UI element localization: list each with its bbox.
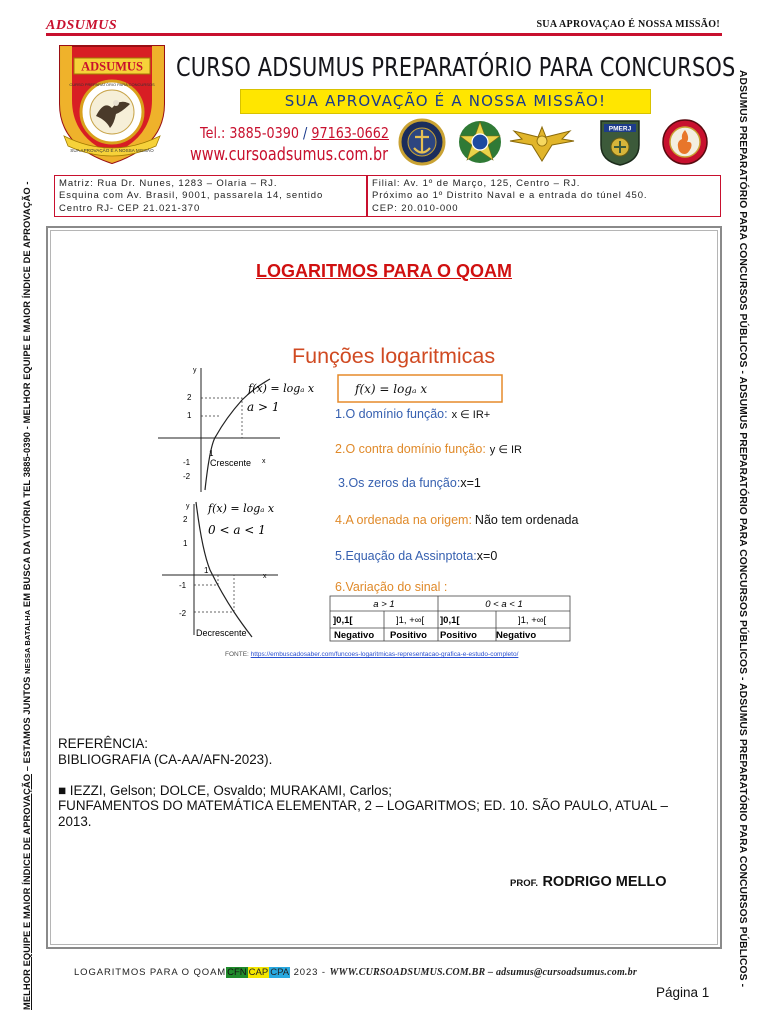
property-1-value: x ∈ IR+	[451, 409, 491, 421]
log-functions-figure	[150, 332, 612, 655]
figure-heading: Funções logaritmicas	[292, 344, 496, 368]
property-4-value: Não tem ordenada	[474, 513, 579, 527]
slogan-banner: SUA APROVAÇÃO É A NOSSA MISSÃO!	[240, 89, 651, 114]
table-interval-3: ]0,1[	[440, 615, 460, 626]
table-interval-2: ]1, +∞[	[396, 615, 425, 626]
phone-line	[200, 124, 389, 142]
property-2-num: 2.	[335, 442, 346, 456]
footer-website[interactable]: WWW.CURSOADSUMUS.COM.BR	[329, 967, 486, 978]
website-link[interactable]: www.cursoadsumus.com.br	[190, 144, 389, 165]
footer-cfn-tag: CFN	[227, 967, 247, 978]
emblem-brand-text: ADSUMUS	[81, 59, 143, 74]
g2-condition: 0 < a < 1	[208, 523, 266, 537]
right-side-banner: ADSUMUS PREPARATÓRIO PARA CONCURSOS PÚBLICOS - ADSUMUS PREPARATÓRIO PARA CONCURSOS PÚBLICOS - ADSUMUS PREPARATÓRIO PARA CONCURSOS PÚBLICOS -	[737, 70, 748, 988]
g2-x-label: x	[263, 573, 267, 580]
property-1-num: 1.	[335, 407, 346, 421]
formula-box-text: f(x) = logₐ x	[355, 382, 428, 396]
footer-cpa-tag: CPA	[270, 967, 290, 978]
g2-y-label: y	[186, 503, 190, 510]
ref-line-3	[58, 767, 668, 783]
filial-line-3: CEP: 20.010-000	[372, 202, 459, 214]
left-banner-part-b: – ESTAMOS JUNTOS	[22, 673, 32, 774]
g1-condition: a > 1	[247, 400, 280, 414]
g1-x-label: x	[262, 458, 266, 465]
document-title: LOGARITMOS PARA O QOAM	[256, 261, 512, 281]
left-banner-part-a: MELHOR EQUIPE E MAIOR ÍNDICE DE APROVAÇÃO	[22, 773, 32, 1010]
property-6-num: 6.	[335, 580, 346, 594]
property-2-label: O contra domínio função:	[345, 442, 486, 456]
army-insignia-icon	[455, 117, 505, 167]
filial-line-2: Próximo ao 1º Distrito Naval e a entrada do túnel 450.	[372, 190, 648, 202]
school-title: CURSO ADSUMUS PREPARATÓRIO PARA CONCURSOS	[176, 53, 736, 83]
graph-increasing	[158, 367, 315, 492]
g1-ytick-m2: -2	[183, 472, 191, 481]
table-interval-1: ]0,1[	[333, 615, 353, 626]
footer-cap-tag: CAP	[248, 967, 269, 978]
g1-ytick-m1: -1	[183, 458, 191, 467]
author-signature	[510, 873, 667, 891]
pmerj-text: PMERJ	[608, 125, 632, 133]
firefighter-insignia-icon	[660, 117, 710, 167]
g2-formula: f(x) = logₐ x	[208, 502, 275, 515]
property-2-value: y ∈ IR	[489, 444, 522, 456]
figure-source	[225, 651, 518, 658]
sign-variation-table	[330, 596, 570, 641]
tel-label: Tel.:	[200, 124, 226, 142]
property-5-value: x=0	[476, 549, 498, 563]
tel-number: 3885-0390	[229, 124, 299, 142]
footer-email[interactable]: adsumus@cursoadsumus.com.br	[495, 967, 637, 978]
g1-xtick-1: 1	[209, 449, 214, 458]
fonte-label: FONTE:	[225, 651, 249, 658]
property-1-label: O domínio função:	[345, 407, 448, 421]
filial-line-1: Filial: Av. 1º de Março, 125, Centro – RJ.	[372, 178, 581, 189]
property-4-num: 4.	[335, 513, 346, 527]
table-sign-3: Positivo	[440, 630, 477, 641]
g1-caption: Crescente	[210, 458, 252, 468]
fonte-link[interactable]: https://embuscadosaber.com/funcoes-logaritmicas-representacao-grafica-e-estudo-completo/	[250, 651, 519, 658]
address-matriz-box	[54, 175, 367, 217]
table-sign-1: Negativo	[334, 630, 375, 641]
references-block	[58, 736, 668, 829]
g2-caption: Decrescente	[196, 628, 247, 638]
g2-ytick-1: 1	[183, 539, 188, 548]
left-side-banner	[22, 10, 32, 1010]
property-5-label: Equação da Assinptota:	[345, 549, 477, 563]
address-filial-box	[367, 175, 721, 217]
author-name: RODRIGO MELLO	[542, 874, 667, 890]
top-brand-logo: ADSUMUS	[46, 18, 118, 33]
graph-decreasing	[162, 502, 278, 638]
emblem-ring-text: CURSO PREPARATÓRIO PARA CONCURSOS	[69, 82, 155, 87]
property-6-label: Variação do sinal :	[345, 580, 448, 594]
property-4-label: A ordenada na origem:	[345, 513, 472, 527]
table-header-1: a > 1	[373, 599, 395, 610]
ref-line-6: 2013.	[58, 813, 92, 829]
g2-ytick-2: 2	[183, 515, 188, 524]
top-slogan: SUA APROVAÇAO É NOSSA MISSÃO!	[536, 19, 720, 30]
emblem-ribbon-text: SUA APROVAÇÃO É A NOSSA MISSÃO	[70, 148, 154, 153]
property-5-num: 5.	[335, 549, 346, 563]
property-6	[335, 580, 447, 594]
ref-line-5: FUNFAMENTOS DO MATEMÁTICA ELEMENTAR, 2 – LOGARITMOS; ED. 10. SÃO PAULO, ATUAL –	[58, 798, 668, 813]
matriz-line-2: Esquina com Av. Brasil, 9001, passarela 14, sentido	[59, 190, 324, 202]
property-5	[335, 549, 497, 563]
property-1	[335, 407, 490, 421]
footer-dash: –	[485, 967, 496, 978]
property-2	[335, 442, 522, 456]
top-divider	[46, 33, 722, 36]
airforce-insignia-icon	[508, 117, 576, 167]
footer-year: 2023 -	[290, 967, 330, 978]
g1-ytick-2: 2	[187, 393, 192, 402]
left-banner-part-c: NESSA BATALHA	[23, 609, 32, 674]
table-sign-4: Negativo	[496, 630, 537, 641]
tel-mobile: 97163-0662	[311, 124, 389, 142]
property-3-num: 3.	[338, 476, 349, 490]
property-3-label: Os zeros da função:	[348, 476, 461, 490]
matriz-line-1: Matriz: Rua Dr. Nunes, 1283 – Olaria – RJ.	[59, 178, 278, 189]
navy-insignia-icon	[397, 117, 447, 167]
page-number: Página 1	[656, 985, 710, 1000]
left-banner-part-d: EM BUSCA DA VITÓRIA TEL 3885-0390 - MELHOR EQUIPE E MAIOR ÍNDICE DE APROVAÇÃO -	[22, 181, 32, 610]
g2-xtick-1: 1	[204, 566, 209, 575]
property-4	[335, 513, 579, 527]
g1-y-label: y	[193, 367, 197, 374]
g1-ytick-1: 1	[187, 411, 192, 420]
table-sign-2: Positivo	[390, 630, 427, 641]
matriz-line-3: Centro RJ- CEP 21.021-370	[59, 202, 201, 214]
g1-formula: f(x) = logₐ x	[248, 382, 315, 395]
g2-ytick-m2: -2	[179, 609, 187, 618]
ref-line-4: ■ IEZZI, Gelson; DOLCE, Osvaldo; MURAKAMI, Carlos;	[58, 782, 393, 798]
ref-line-1: REFERÊNCIA:	[58, 736, 149, 751]
property-3	[338, 476, 481, 490]
pmerj-insignia-icon	[595, 117, 645, 167]
g2-ytick-m1: -1	[179, 581, 187, 590]
adsumus-emblem	[52, 42, 172, 166]
author-prefix: PROF.	[510, 878, 538, 889]
ref-line-2: BIBLIOGRAFIA (CA-AA/AFN-2023).	[58, 751, 273, 767]
property-3-value: x=1	[460, 476, 481, 490]
page-footer	[74, 967, 637, 978]
table-header-2: 0 < a < 1	[485, 599, 523, 610]
tel-separator: /	[302, 124, 308, 142]
table-interval-4: ]1, +∞[	[518, 615, 547, 626]
footer-prefix: LOGARITMOS PARA O QOAM	[74, 967, 227, 978]
